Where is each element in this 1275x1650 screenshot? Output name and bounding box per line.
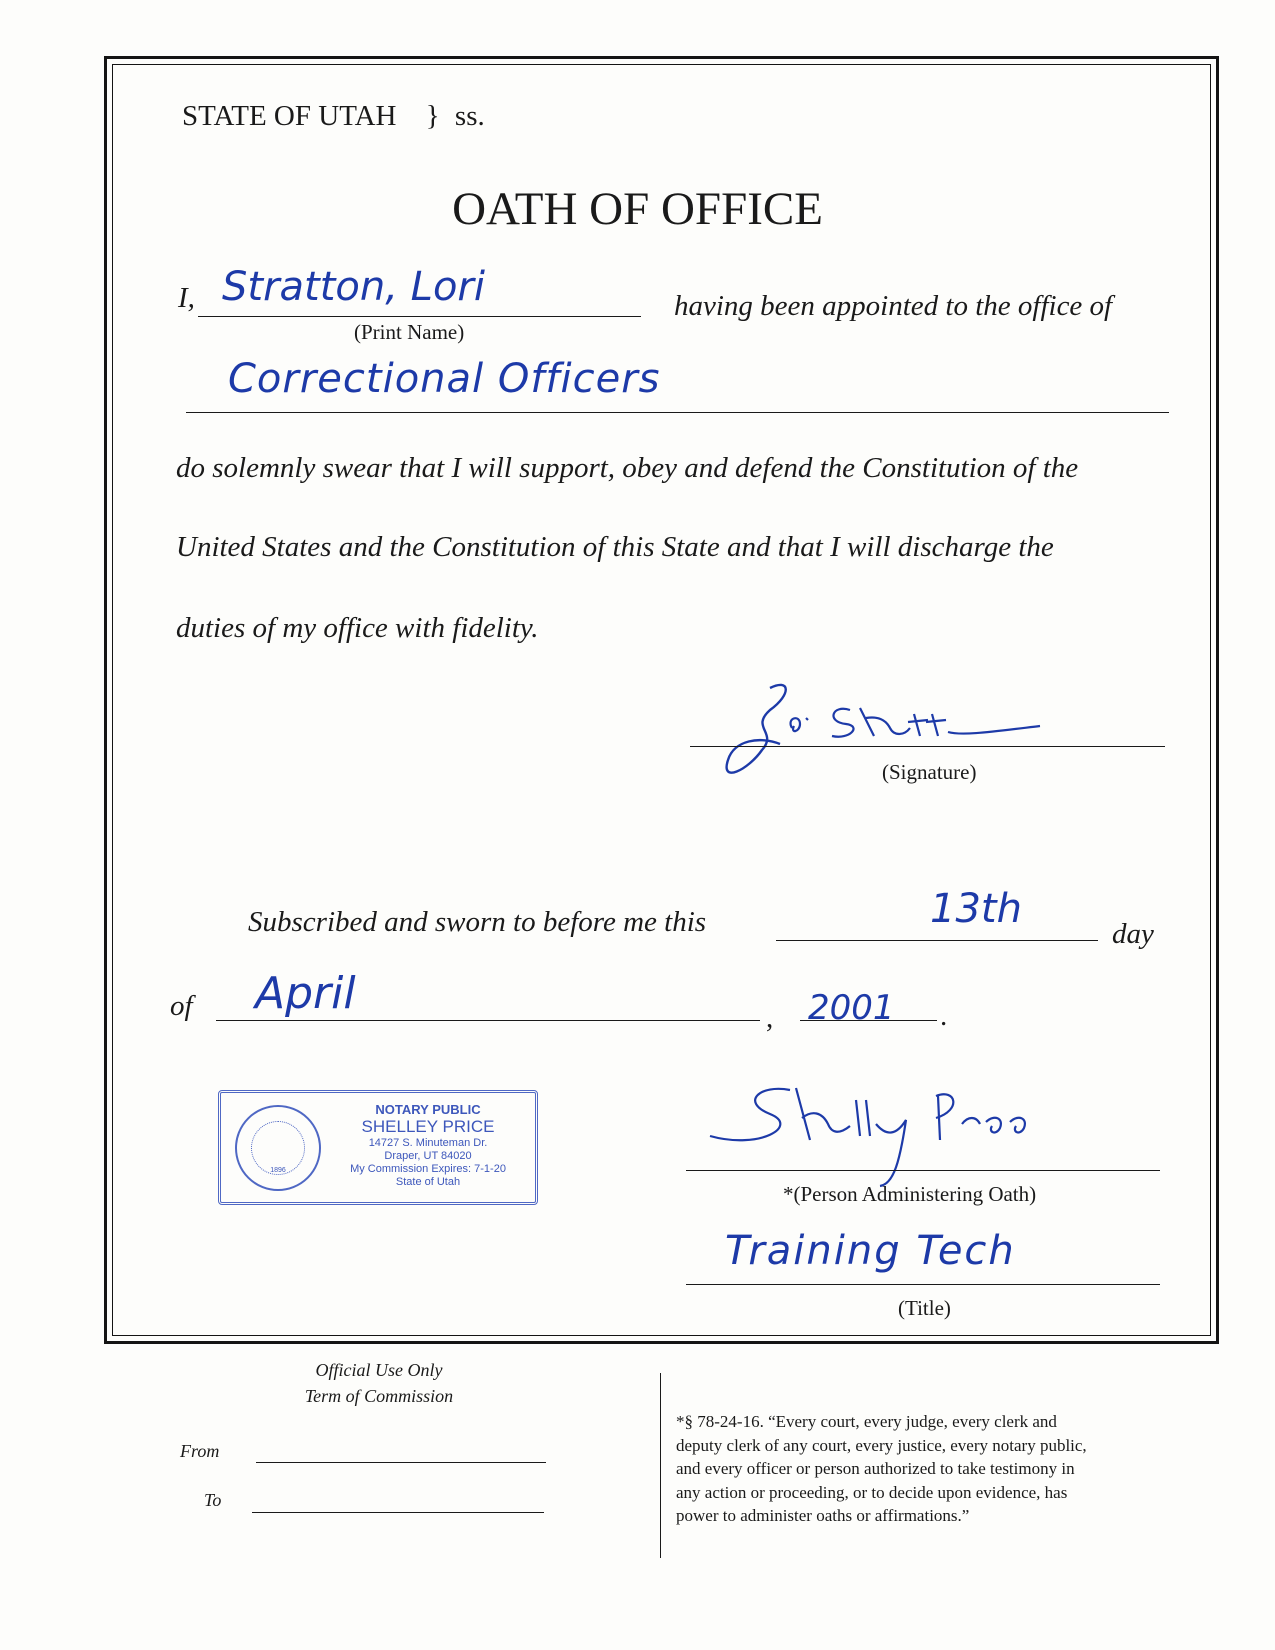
- day-label: day: [1112, 918, 1154, 950]
- day-line: [776, 940, 1098, 941]
- year-line: [800, 1020, 937, 1021]
- statute-line-3: and every officer or person authorized to take testimony in: [676, 1459, 1075, 1478]
- official-use-label: Official Use Only: [315, 1360, 443, 1380]
- state-label: STATE OF UTAH: [182, 100, 397, 132]
- of-label: of: [170, 990, 193, 1022]
- i-prefix: I,: [178, 282, 195, 314]
- print-name-caption: (Print Name): [354, 320, 465, 344]
- statute-line-5: power to administer oaths or affirmations.”: [676, 1506, 970, 1525]
- period: .: [940, 1000, 948, 1032]
- from-field-line: [256, 1462, 546, 1463]
- administrator-line: [686, 1170, 1160, 1171]
- stamp-commission-expires: My Commission Expires: 7-1-20: [350, 1163, 506, 1175]
- signature-line: [690, 746, 1165, 747]
- year-value: 2001: [808, 988, 895, 1028]
- stamp-city: Draper, UT 84020: [384, 1150, 472, 1162]
- month-line: [216, 1020, 760, 1021]
- appointed-text: having been appointed to the office of: [674, 290, 1113, 322]
- office-line: [186, 412, 1169, 413]
- venue-header: [182, 100, 485, 133]
- oath-taker-signature: [700, 680, 1060, 800]
- ss-label: ss.: [454, 100, 485, 132]
- statute-line-2: deputy clerk of any court, every justice, every notary public,: [676, 1435, 1087, 1455]
- comma: ,: [766, 1002, 774, 1034]
- day-value: 13th: [930, 886, 1022, 932]
- from-label: From: [180, 1441, 220, 1461]
- page-title: OATH OF OFFICE: [452, 183, 823, 235]
- notary-stamp: [218, 1090, 538, 1205]
- subscribed-text: Subscribed and sworn to before me this: [248, 906, 707, 938]
- oath-body-line-2: United States and the Constitution of this State and that I will discharge the: [176, 531, 1054, 563]
- month-value: April: [255, 968, 356, 1019]
- footer-divider: [660, 1373, 661, 1558]
- state-seal: [235, 1105, 321, 1191]
- statute-line-1: *§ 78-24-16. “Every court, every judge, every clerk and: [676, 1412, 1057, 1431]
- statute-line-4: any action or proceeding, or to decide upon evidence, has: [676, 1482, 1068, 1502]
- to-label: To: [204, 1490, 222, 1510]
- title-value: Training Tech: [725, 1228, 1016, 1274]
- stamp-notary-name: SHELLEY PRICE: [361, 1117, 495, 1136]
- term-of-commission-label: Term of Commission: [304, 1386, 454, 1406]
- print-name-line: [198, 316, 641, 317]
- title-caption: (Title): [898, 1296, 951, 1320]
- seal-year: 1896: [270, 1167, 286, 1174]
- stamp-address: 14727 S. Minuteman Dr.: [368, 1137, 488, 1149]
- stamp-state: State of Utah: [395, 1176, 461, 1188]
- office-value: Correctional Officers: [228, 356, 661, 402]
- brace: }: [425, 100, 440, 132]
- stamp-notary-public: NOTARY PUBLIC: [375, 1102, 481, 1117]
- title-line: [686, 1284, 1160, 1285]
- oath-body-line-1: do solemnly swear that I will support, obey and defend the Constitution of the: [176, 452, 1079, 484]
- print-name-value: Stratton, Lori: [222, 264, 485, 310]
- oath-body-line-3: duties of my office with fidelity.: [176, 612, 539, 644]
- signature-caption: (Signature): [882, 760, 977, 784]
- administrator-signature: [700, 1080, 1080, 1190]
- administrator-caption: *(Person Administering Oath): [783, 1182, 1037, 1206]
- statute-text: [676, 1410, 1087, 1528]
- to-field-line: [252, 1512, 544, 1513]
